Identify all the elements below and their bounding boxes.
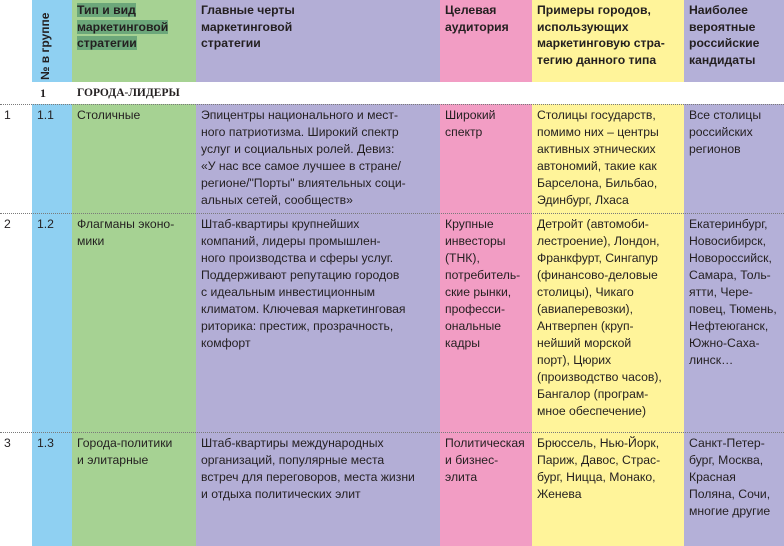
header-type — [77, 2, 193, 52]
row2-audience-line: потребитель- — [445, 268, 521, 282]
header-candidates — [689, 2, 783, 68]
row1-candidates-line: Все столицы — [689, 108, 762, 122]
row3-type — [77, 435, 195, 469]
row2-examples-line: порт), Цюрих — [537, 353, 612, 367]
row2-audience — [445, 216, 531, 352]
row2-examples-line: Бангалор (програм- — [537, 387, 649, 401]
header-examples-line1: Примеры городов, — [537, 3, 651, 17]
header-candidates-line2: вероятные — [689, 19, 756, 34]
row2-examples-line: лестроение), Лондон, — [537, 234, 660, 248]
row2-type-line: Флагманы эконо- — [77, 217, 175, 231]
row1-audience-line: Широкий — [445, 108, 496, 122]
row1-sub: 1.1 — [37, 108, 54, 122]
header-candidates-line3: российские — [689, 36, 760, 50]
row1-features — [201, 107, 439, 209]
row3-candidates — [689, 435, 783, 520]
row2-candidates — [689, 216, 783, 369]
row1-type — [77, 107, 195, 124]
row2-features-line: комфорт — [201, 336, 251, 350]
row1-features-line: Эпицентры национального и мест- — [201, 108, 399, 122]
row3-features-line: встреч для переговоров, места жизни — [201, 470, 415, 484]
row2-features — [201, 216, 439, 352]
row1-examples-line: Барселона, Бильбао, — [537, 176, 658, 190]
row2-examples-line: (финансово-деловые — [537, 268, 658, 282]
row2-candidates-line: Нефтеюганск, — [689, 319, 769, 333]
row1-examples-line: Столицы государств, — [537, 108, 656, 122]
header-examples — [537, 2, 683, 68]
row2-features-line: Штаб-квартиры крупнейших — [201, 217, 360, 231]
rule-row1-bottom — [0, 213, 784, 214]
header-features-line2: маркетинговой — [201, 19, 293, 34]
row3-features-line: организаций, популярные места — [201, 453, 385, 467]
header-examples-line3: маркетинговую стра- — [537, 36, 665, 50]
header-examples-line2: использующих — [537, 19, 629, 34]
row2-num: 2 — [4, 217, 11, 231]
row1-features-line: услуг и социальных ролей. Девиз: — [201, 142, 395, 156]
row3-examples — [537, 435, 683, 503]
header-group-num-text: № в группе — [38, 12, 52, 80]
row3-audience-line: элита — [445, 470, 478, 484]
row2-examples — [537, 216, 683, 420]
header-audience-line1: Целевая — [445, 3, 497, 17]
row1-audience-line: спектр — [445, 125, 483, 139]
header-group-num — [38, 13, 52, 80]
row3-candidates-line: бург, Москва, — [689, 453, 764, 467]
row3-audience — [445, 435, 531, 486]
row3-examples-line: Женева — [537, 487, 582, 501]
row2-examples-line: нейший морской — [537, 336, 632, 350]
row2-audience-line: ские рынки, — [445, 285, 512, 299]
row1-features-line: «У нас все самое лучшее в стране/ — [201, 159, 401, 173]
header-examples-line4: тегию данного типа — [537, 52, 657, 67]
row2-candidates-line: Южно-Саха- — [689, 336, 760, 350]
row1-num: 1 — [4, 108, 11, 122]
group-title: ГОРОДА-ЛИДЕРЫ — [77, 87, 180, 99]
row1-candidates-line: регионов — [689, 142, 741, 156]
row3-type-line: и элитарные — [77, 453, 149, 467]
row2-audience-line: Крупные — [445, 217, 494, 231]
row2-examples-line: (авиаперевозки), — [537, 302, 633, 316]
row3-candidates-line: Санкт-Петер- — [689, 436, 765, 450]
row2-features-line: Поддерживают репутацию городов — [201, 268, 400, 282]
row2-audience-line: професси- — [445, 302, 506, 316]
header-features-line3: стратегии — [201, 36, 261, 50]
header-audience-line2: аудитория — [445, 19, 509, 34]
row2-audience-line: (ТНК), — [445, 251, 480, 265]
row1-candidates — [689, 107, 783, 158]
row2-audience-line: кадры — [445, 336, 481, 350]
row1-audience — [445, 107, 531, 141]
row3-features — [201, 435, 439, 503]
row3-examples-line: бург, Ницца, Монако, — [537, 470, 656, 484]
row3-type-line: Города-политики — [77, 436, 173, 450]
row1-examples-line: помимо них – центры — [537, 125, 659, 139]
row2-type — [77, 216, 195, 250]
row2-sub: 1.2 — [37, 217, 54, 231]
row2-type-line: мики — [77, 234, 105, 248]
row2-examples-line: мное обеспечение) — [537, 404, 647, 418]
rule-group-bottom — [0, 104, 784, 105]
row2-features-line: риторика: престиж, прозрачность, — [201, 319, 394, 333]
group-num: 1 — [40, 86, 46, 100]
header-audience — [445, 2, 531, 35]
header-candidates-line4: кандидаты — [689, 52, 756, 67]
rule-row2-bottom — [0, 432, 784, 433]
row2-candidates-line: линск… — [689, 353, 734, 367]
row2-examples-line: Детройт (автомоби- — [537, 217, 649, 231]
row3-features-line: и отдыха политических элит — [201, 487, 361, 501]
header-features — [201, 2, 437, 52]
row2-features-line: ного производства и сферы услуг. — [201, 251, 394, 265]
row2-candidates-line: Новосибирск, — [689, 234, 766, 248]
row2-examples-line: Антверпен (круп- — [537, 319, 634, 333]
row2-features-line: с идеальным инвестиционным — [201, 285, 375, 299]
row3-candidates-line: Поляна, Сочи, — [689, 487, 771, 501]
row3-candidates-line: многие другие — [689, 504, 771, 518]
row3-audience-line: и бизнес- — [445, 453, 499, 467]
row2-examples-line: (производство часов), — [537, 370, 662, 384]
row2-candidates-line: ятти, Чере- — [689, 285, 753, 299]
row2-candidates-line: Новороссийск, — [689, 251, 772, 265]
row1-features-line: альных сетей, сообществ» — [201, 193, 353, 207]
row3-features-line: Штаб-квартиры международных — [201, 436, 384, 450]
row1-candidates-line: российских — [689, 125, 753, 139]
row1-features-line: ного патриотизма. Широкий спектр — [201, 125, 399, 139]
row1-examples-line: активных этнических — [537, 142, 656, 156]
row3-candidates-line: Красная — [689, 470, 736, 484]
row2-features-line: климатом. Ключевая маркетинговая — [201, 302, 406, 316]
row2-examples-line: Франкфурт, Сингапур — [537, 251, 658, 265]
row3-sub: 1.3 — [37, 436, 54, 450]
row3-audience-line: Политическая — [445, 436, 525, 450]
row1-examples-line: автономий, такие как — [537, 159, 657, 173]
header-type-line2: маркетинговой — [77, 19, 169, 34]
header-features-line1: Главные черты — [201, 3, 295, 17]
row1-examples — [537, 107, 683, 209]
row2-features-line: компаний, лидеры промышлен- — [201, 234, 381, 248]
header-type-line3: стратегии — [77, 36, 137, 50]
row1-type-line: Столичные — [77, 108, 141, 122]
row2-audience-line: ональные — [445, 319, 502, 333]
row1-examples-line: Эдинбург, Лхаса — [537, 193, 629, 207]
row3-examples-line: Париж, Давос, Страс- — [537, 453, 661, 467]
row3-num: 3 — [4, 436, 11, 450]
row2-candidates-line: повец, Тюмень, — [689, 302, 777, 316]
header-type-line1: Тип и вид — [77, 3, 136, 17]
row1-features-line: регионе/"Порты" влиятельных соци- — [201, 176, 406, 190]
header-candidates-line1: Наиболее — [689, 3, 748, 17]
row2-audience-line: инвесторы — [445, 234, 506, 248]
row2-examples-line: столицы), Чикаго — [537, 285, 634, 299]
row2-candidates-line: Екатеринбург, — [689, 217, 768, 231]
row3-examples-line: Брюссель, Нью-Йорк, — [537, 436, 660, 450]
row2-candidates-line: Самара, Толь- — [689, 268, 771, 282]
